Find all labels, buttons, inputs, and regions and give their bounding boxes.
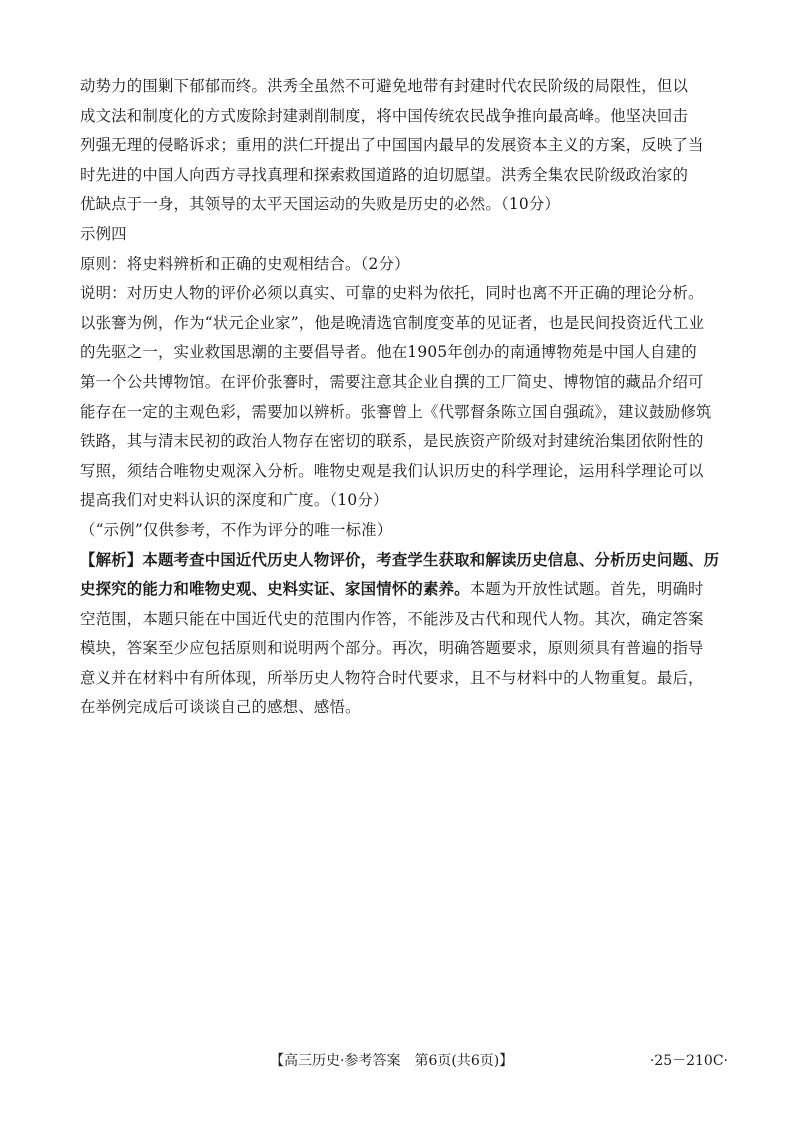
page-footer bbox=[0, 1050, 800, 1074]
explanation-line: 说明：对历史人物的评价必须以真实、可靠的史料为依托，同时也离不开正确的理论分析。 bbox=[80, 284, 704, 303]
principle-line: 原则：将史料辨析和正确的史观相结合。（2分） bbox=[80, 254, 410, 273]
analysis-text: 本题为开放性试题。首先，明确时 bbox=[469, 580, 704, 599]
example-heading: 示例四 bbox=[80, 224, 127, 243]
body-line: 写照，须结合唯物史观深入分析。唯物史观是我们认识历史的科学理论，运用科学理论可以 bbox=[80, 461, 704, 480]
analysis-line: 在举例完成后可谈谈自己的感想、感悟。 bbox=[80, 698, 361, 717]
footer-code: ·25－210C· bbox=[649, 1053, 728, 1069]
body-line: 提高我们对史料认识的深度和广度。（10分） bbox=[80, 491, 389, 510]
body-line: 列强无理的侵略诉求；重用的洪仁玕提出了中国国内最早的发展资本主义的方案，反映了当 bbox=[80, 136, 704, 155]
body-line: 时先进的中国人向西方寻找真理和探索救国道路的迫切愿望。洪秀全集农民阶级政治家的 bbox=[80, 165, 689, 184]
body-line: 铁路，其与清末民初的政治人物存在密切的联系，是民族资产阶级对封建统治集团依附性的 bbox=[80, 432, 704, 451]
analysis-line: 【解析】本题考查中国近代历史人物评价，考查学生获取和解读历史信息、分析历史问题、历 bbox=[80, 550, 720, 569]
note-line: （“示例”仅供参考，不作为评分的唯一标准） bbox=[80, 520, 393, 539]
body-line: 能存在一定的主观色彩，需要加以辨析。张謇曾上《代鄂督条陈立国自强疏》，建议鼓励修筑 bbox=[80, 402, 712, 421]
body-line: 的先驱之一，实业救国思潮的主要倡导者。他在1905年创办的南通博物苑是中国人自建的 bbox=[80, 343, 697, 362]
body-line: 优缺点于一身，其领导的太平天国运动的失败是历史的必然。（10分） bbox=[80, 195, 561, 214]
document-body bbox=[80, 72, 728, 723]
analysis-line: 意义并在材料中有所体现，所举历史人物符合时代要求，且不与材料中的人物重复。最后， bbox=[80, 668, 704, 687]
analysis-line: 模块，答案至少应包括原则和说明两个部分。再次，明确答题要求，原则须具有普遍的指导 bbox=[80, 639, 704, 658]
analysis-line: 空范围，本题只能在中国近代史的范围内作答，不能涉及古代和现代人物。其次，确定答案 bbox=[80, 609, 704, 628]
body-line: 以张謇为例，作为“状元企业家”，他是晚清选官制度变革的见证者，也是民间投资近代工业 bbox=[80, 313, 705, 332]
analysis-bold-text: 史探究的能力和唯物史观、史料实证、家国情怀的素养。 bbox=[80, 580, 470, 599]
body-line: 第一个公共博物馆。在评价张謇时，需要注意其企业自撰的工厂简史、博物馆的藏品介绍可 bbox=[80, 372, 704, 391]
analysis-line bbox=[80, 575, 728, 605]
footer-page-info: 【高三历史·参考答案 第6页(共6页)】 bbox=[270, 1053, 514, 1069]
body-line: 成文法和制度化的方式废除封建剥削制度，将中国传统农民战争推向最高峰。他坚决回击 bbox=[80, 106, 689, 125]
body-line: 动势力的围剿下郁郁而终。洪秀全虽然不可避免地带有封建时代农民阶级的局限性，但以 bbox=[80, 77, 689, 95]
